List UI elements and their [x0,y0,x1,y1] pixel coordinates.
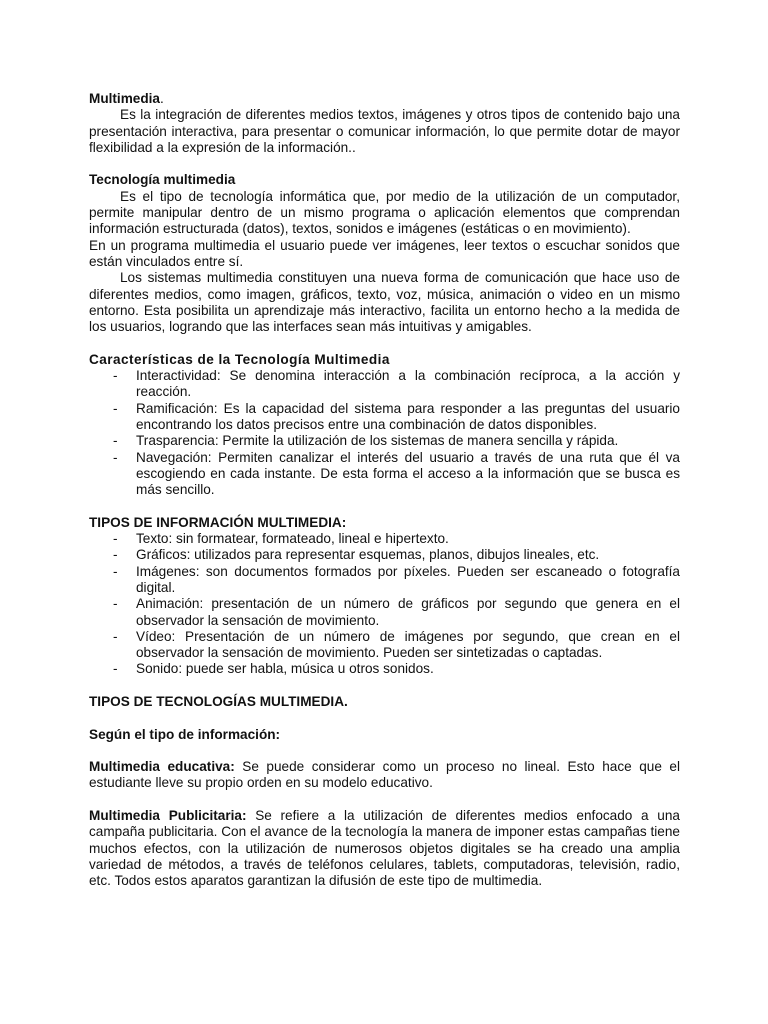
spacer [89,743,680,759]
list-item: - Imágenes: son documentos formados por píxeles. Pueden ser escaneado o fotografía digital. [89,564,680,597]
spacer [89,710,680,726]
spacer [89,156,680,172]
heading-segun-tipo: Según el tipo de información: [89,726,281,742]
list-item: - Trasparencia: Permite la utilización de los sistemas de manera sencilla y rápida. [89,433,680,449]
spacer [89,678,680,694]
list-item: - Vídeo: Presentación de un número de imágenes por segundo, que crean en el observador la sensación de movimiento. Pueden ser sintetizadas o captadas. [89,629,680,662]
paragraph-multimedia-definition: Es la integración de diferentes medios textos, imágenes y otros tipos de contenido bajo una presentación interactiva, para presentar o comunicar información, lo que permite dotar de mayor flexibilidad a la expresión de la información.. [89,107,680,155]
list-item: - Navegación: Permiten canalizar el interés del usuario a través de una ruta que él va escogiendo en cada instante. De esta forma el acceso a la información que se busca es más sencillo. [89,450,680,499]
heading-tipos-informacion: TIPOS DE INFORMACIÓN MULTIMEDIA: [89,514,347,530]
heading-tipos-tecnologias: TIPOS DE TECNOLOGÍAS MULTIMEDIA. [89,693,348,709]
list-item: - Ramificación: Es la capacidad del sistema para responder a las preguntas del usuario encontrando los datos precisos entre una combinación de datos disponibles. [89,401,680,434]
spacer [89,335,680,351]
heading-multimedia-text: Multimedia [89,91,160,106]
list-item: - Interactividad: Se denomina interacción a la combinación recíproca, a la acción y reacción. [89,368,680,401]
heading-multimedia-period: . [160,91,164,106]
paragraph-sistemas-multimedia: Los sistemas multimedia constituyen una nueva forma de comunicación que hace uso de diferentes medios, como imagen, gráficos, texto, voz, música, animación o video en un mismo entorno. Esta posibilita un aprendizaje más interactivo, facilita un entorno hecho a la medida de los usuarios, logrando que las interfaces sean más intuitivas y amigables. [89,270,680,335]
heading-multimedia [89,91,680,107]
paragraph-programa-multimedia: En un programa multimedia el usuario puede ver imágenes, leer textos o escuchar sonidos que están vinculados entre sí. [89,237,680,269]
paragraph-multimedia-educativa [89,759,680,792]
label-multimedia-publicitaria: Multimedia Publicitaria: [89,808,247,824]
text-multimedia-educativa: Se puede considerar como un proceso no lineal. Esto hace que el estudiante lleve su propio orden en su modelo educativo. [89,759,680,791]
paragraph-tecnologia-definition: Es el tipo de tecnología informática que, por medio de la utilización de un computador, permite manipular dentro de un mismo programa o aplicación elementos que comprendan información estructurada (datos), textos, sonidos e imágenes (estáticas o en movimiento). [89,188,680,237]
label-multimedia-educativa: Multimedia educativa: [89,759,235,775]
paragraph-multimedia-publicitaria [89,808,680,889]
list-item: - Animación: presentación de un número de gráficos por segundo que genera en el observador la sensación de movimiento. [89,596,680,629]
text-multimedia-publicitaria: Se refiere a la utilización de diferentes medios enfocado a una campaña publicitaria. Con el avance de la tecnología la manera de imponer estas campañas tiene muchos efectos, con la utilización de numerosos objetos digitales se ha creado una amplia variedad de métodos, a través de teléfonos celulares, tablets, computadoras, televisión, radio, etc. Todos estos aparatos garantizan la difusión de este tipo de multimedia. [89,808,680,889]
list-tipos-informacion [89,531,680,678]
heading-caracteristicas: Características de la Tecnología Multimedia [89,351,390,367]
heading-tecnologia-multimedia: Tecnología multimedia [89,172,236,188]
list-item: - Gráficos: utilizados para representar esquemas, planos, dibujos lineales, etc. [89,547,680,563]
spacer [89,792,680,808]
list-item: - Texto: sin formatear, formateado, lineal e hipertexto. [89,531,680,547]
spacer [89,498,680,514]
list-item: - Sonido: puede ser habla, música u otros sonidos. [89,661,680,677]
list-caracteristicas [89,368,680,498]
